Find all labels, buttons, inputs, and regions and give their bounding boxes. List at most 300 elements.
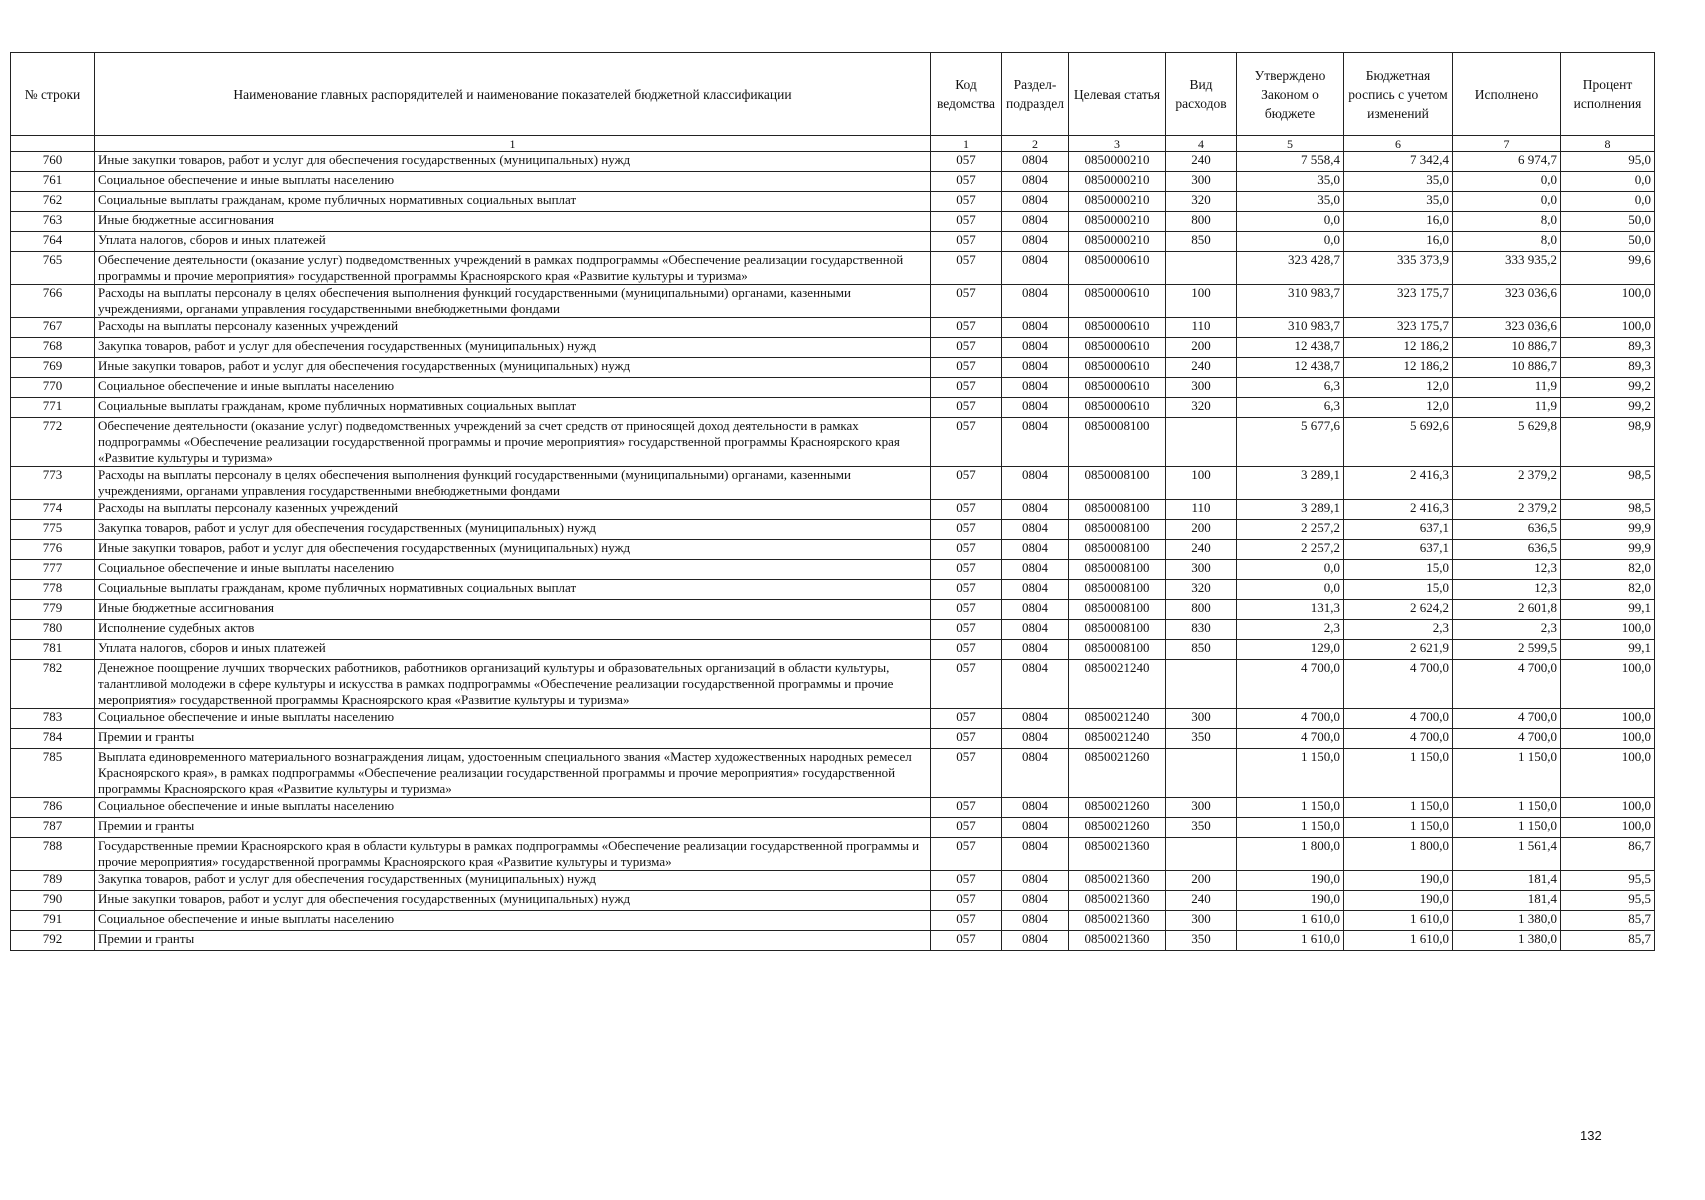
- row-revised-cell: 1 150,0: [1344, 798, 1453, 818]
- table-row: [11, 152, 1655, 172]
- row-section-cell: 0804: [1002, 318, 1069, 338]
- row-approved-cell: 3 289,1: [1237, 467, 1344, 500]
- row-exp-type-cell: [1166, 838, 1237, 871]
- row-number-cell: 776: [11, 540, 95, 560]
- row-percent-cell: 86,7: [1561, 838, 1655, 871]
- row-number-cell: 778: [11, 580, 95, 600]
- row-name-cell: Иные бюджетные ассигнования: [95, 600, 931, 620]
- row-target-cell: 0850000610: [1069, 358, 1166, 378]
- row-executed-cell: 323 036,6: [1453, 285, 1561, 318]
- row-executed-cell: 181,4: [1453, 891, 1561, 911]
- row-name-cell: Социальные выплаты гражданам, кроме публичных нормативных социальных выплат: [95, 580, 931, 600]
- row-executed-cell: 6 974,7: [1453, 152, 1561, 172]
- row-name-cell: Государственные премии Красноярского края в области культуры в рамках подпрограммы «Обеспечение реализации государственной программы и прочие мероприятия» государственной программы Красноярского края «Развитие культуры и туризма»: [95, 838, 931, 871]
- row-percent-cell: 98,5: [1561, 500, 1655, 520]
- row-section-cell: 0804: [1002, 891, 1069, 911]
- row-number-cell: 767: [11, 318, 95, 338]
- row-approved-cell: 190,0: [1237, 871, 1344, 891]
- row-approved-cell: 1 150,0: [1237, 798, 1344, 818]
- row-revised-cell: 1 150,0: [1344, 818, 1453, 838]
- row-percent-cell: 89,3: [1561, 338, 1655, 358]
- row-percent-cell: 100,0: [1561, 729, 1655, 749]
- row-number-cell: 764: [11, 232, 95, 252]
- table-row: [11, 192, 1655, 212]
- table-row: [11, 520, 1655, 540]
- row-percent-cell: 100,0: [1561, 285, 1655, 318]
- row-dept-code-cell: 057: [931, 891, 1002, 911]
- row-target-cell: 0850000210: [1069, 212, 1166, 232]
- row-revised-cell: 12 186,2: [1344, 358, 1453, 378]
- row-dept-code-cell: 057: [931, 818, 1002, 838]
- header-section: Раздел-подраздел: [1002, 53, 1069, 136]
- row-executed-cell: 323 036,6: [1453, 318, 1561, 338]
- row-target-cell: 0850000610: [1069, 252, 1166, 285]
- table-header: [11, 53, 1655, 152]
- table-row: [11, 729, 1655, 749]
- row-number-cell: 772: [11, 418, 95, 467]
- row-approved-cell: 0,0: [1237, 580, 1344, 600]
- row-percent-cell: 50,0: [1561, 212, 1655, 232]
- row-executed-cell: 12,3: [1453, 580, 1561, 600]
- row-number-cell: 762: [11, 192, 95, 212]
- row-approved-cell: 190,0: [1237, 891, 1344, 911]
- row-name-cell: Обеспечение деятельности (оказание услуг) подведомственных учреждений за счет средств от приносящей доход деятельности в рамках подпрограммы «Обеспечение реализации государственной программы и прочие мероприятия» государственной программы Красноярского края «Развитие культуры и туризма»: [95, 418, 931, 467]
- row-revised-cell: 2 416,3: [1344, 500, 1453, 520]
- row-executed-cell: 10 886,7: [1453, 338, 1561, 358]
- row-target-cell: 0850021360: [1069, 911, 1166, 931]
- row-section-cell: 0804: [1002, 818, 1069, 838]
- row-exp-type-cell: 830: [1166, 620, 1237, 640]
- table-row: [11, 285, 1655, 318]
- row-revised-cell: 7 342,4: [1344, 152, 1453, 172]
- row-name-cell: Расходы на выплаты персоналу казенных учреждений: [95, 500, 931, 520]
- row-approved-cell: 1 610,0: [1237, 931, 1344, 951]
- row-approved-cell: 35,0: [1237, 192, 1344, 212]
- row-revised-cell: 323 175,7: [1344, 285, 1453, 318]
- row-revised-cell: 15,0: [1344, 560, 1453, 580]
- row-approved-cell: 1 150,0: [1237, 749, 1344, 798]
- row-number-cell: 784: [11, 729, 95, 749]
- row-name-cell: Социальное обеспечение и иные выплаты населению: [95, 172, 931, 192]
- table-row: [11, 931, 1655, 951]
- row-executed-cell: 2 379,2: [1453, 467, 1561, 500]
- row-dept-code-cell: 057: [931, 152, 1002, 172]
- table-row: [11, 398, 1655, 418]
- row-target-cell: 0850008100: [1069, 540, 1166, 560]
- row-percent-cell: 99,1: [1561, 600, 1655, 620]
- row-number-cell: 760: [11, 152, 95, 172]
- row-revised-cell: 35,0: [1344, 192, 1453, 212]
- row-target-cell: 0850021360: [1069, 871, 1166, 891]
- column-number-cell: 7: [1453, 136, 1561, 152]
- row-percent-cell: 99,2: [1561, 378, 1655, 398]
- table-row: [11, 212, 1655, 232]
- row-executed-cell: 0,0: [1453, 172, 1561, 192]
- row-executed-cell: 5 629,8: [1453, 418, 1561, 467]
- row-revised-cell: 4 700,0: [1344, 729, 1453, 749]
- row-target-cell: 0850008100: [1069, 467, 1166, 500]
- row-dept-code-cell: 057: [931, 500, 1002, 520]
- row-dept-code-cell: 057: [931, 285, 1002, 318]
- row-exp-type-cell: 800: [1166, 212, 1237, 232]
- row-exp-type-cell: [1166, 252, 1237, 285]
- row-section-cell: 0804: [1002, 398, 1069, 418]
- row-percent-cell: 100,0: [1561, 709, 1655, 729]
- row-exp-type-cell: 350: [1166, 931, 1237, 951]
- row-number-cell: 788: [11, 838, 95, 871]
- row-approved-cell: 310 983,7: [1237, 318, 1344, 338]
- row-revised-cell: 637,1: [1344, 540, 1453, 560]
- header-exp-type: Вид расходов: [1166, 53, 1237, 136]
- row-approved-cell: 1 150,0: [1237, 818, 1344, 838]
- row-number-cell: 768: [11, 338, 95, 358]
- row-approved-cell: 323 428,7: [1237, 252, 1344, 285]
- row-percent-cell: 98,9: [1561, 418, 1655, 467]
- row-revised-cell: 5 692,6: [1344, 418, 1453, 467]
- row-section-cell: 0804: [1002, 358, 1069, 378]
- row-exp-type-cell: 100: [1166, 285, 1237, 318]
- row-section-cell: 0804: [1002, 378, 1069, 398]
- row-exp-type-cell: 200: [1166, 520, 1237, 540]
- header-executed: Исполнено: [1453, 53, 1561, 136]
- row-exp-type-cell: 240: [1166, 540, 1237, 560]
- row-target-cell: 0850000610: [1069, 318, 1166, 338]
- row-revised-cell: 12 186,2: [1344, 338, 1453, 358]
- row-executed-cell: 2 601,8: [1453, 600, 1561, 620]
- row-section-cell: 0804: [1002, 152, 1069, 172]
- row-dept-code-cell: 057: [931, 838, 1002, 871]
- row-dept-code-cell: 057: [931, 798, 1002, 818]
- row-section-cell: 0804: [1002, 838, 1069, 871]
- row-dept-code-cell: 057: [931, 729, 1002, 749]
- row-target-cell: 0850021240: [1069, 729, 1166, 749]
- row-approved-cell: 2 257,2: [1237, 540, 1344, 560]
- row-section-cell: 0804: [1002, 500, 1069, 520]
- row-target-cell: 0850000610: [1069, 378, 1166, 398]
- row-dept-code-cell: 057: [931, 660, 1002, 709]
- row-dept-code-cell: 057: [931, 318, 1002, 338]
- row-exp-type-cell: 300: [1166, 709, 1237, 729]
- row-dept-code-cell: 057: [931, 212, 1002, 232]
- row-target-cell: 0850021360: [1069, 931, 1166, 951]
- row-percent-cell: 99,1: [1561, 640, 1655, 660]
- row-percent-cell: 99,2: [1561, 398, 1655, 418]
- row-name-cell: Иные закупки товаров, работ и услуг для обеспечения государственных (муниципальных) нужд: [95, 891, 931, 911]
- row-dept-code-cell: 057: [931, 709, 1002, 729]
- column-number-cell: 1: [931, 136, 1002, 152]
- row-target-cell: 0850021260: [1069, 798, 1166, 818]
- row-executed-cell: 1 380,0: [1453, 911, 1561, 931]
- row-approved-cell: 6,3: [1237, 378, 1344, 398]
- row-percent-cell: 100,0: [1561, 818, 1655, 838]
- row-section-cell: 0804: [1002, 172, 1069, 192]
- row-section-cell: 0804: [1002, 798, 1069, 818]
- row-dept-code-cell: 057: [931, 749, 1002, 798]
- row-exp-type-cell: [1166, 660, 1237, 709]
- row-name-cell: Уплата налогов, сборов и иных платежей: [95, 232, 931, 252]
- row-target-cell: 0850021360: [1069, 891, 1166, 911]
- row-revised-cell: 1 610,0: [1344, 911, 1453, 931]
- row-target-cell: 0850000610: [1069, 338, 1166, 358]
- row-revised-cell: 35,0: [1344, 172, 1453, 192]
- row-name-cell: Расходы на выплаты персоналу в целях обеспечения выполнения функций государственными (муниципальными) органами, казенными учреждениями, органами управления государственными внебюджетными фондами: [95, 467, 931, 500]
- table-row: [11, 560, 1655, 580]
- table-row: [11, 798, 1655, 818]
- row-section-cell: 0804: [1002, 640, 1069, 660]
- row-exp-type-cell: 850: [1166, 640, 1237, 660]
- row-approved-cell: 4 700,0: [1237, 729, 1344, 749]
- row-percent-cell: 95,5: [1561, 871, 1655, 891]
- row-dept-code-cell: 057: [931, 600, 1002, 620]
- row-approved-cell: 1 610,0: [1237, 911, 1344, 931]
- row-exp-type-cell: 320: [1166, 192, 1237, 212]
- row-revised-cell: 12,0: [1344, 398, 1453, 418]
- row-section-cell: 0804: [1002, 520, 1069, 540]
- column-number-cell: 6: [1344, 136, 1453, 152]
- row-approved-cell: 2,3: [1237, 620, 1344, 640]
- row-executed-cell: 11,9: [1453, 398, 1561, 418]
- row-revised-cell: 2 621,9: [1344, 640, 1453, 660]
- row-name-cell: Социальное обеспечение и иные выплаты населению: [95, 709, 931, 729]
- row-percent-cell: 98,5: [1561, 467, 1655, 500]
- row-executed-cell: 12,3: [1453, 560, 1561, 580]
- row-percent-cell: 0,0: [1561, 172, 1655, 192]
- row-name-cell: Выплата единовременного материального вознаграждения лицам, удостоенным специального звания «Мастер художественных народных ремесел Красноярского края», в рамках подпрограммы «Обеспечение реализации государственной программы и прочие мероприятия» государственной программы Красноярского края «Развитие культуры и туризма»: [95, 749, 931, 798]
- row-target-cell: 0850008100: [1069, 520, 1166, 540]
- row-target-cell: 0850008100: [1069, 600, 1166, 620]
- row-target-cell: 0850000210: [1069, 172, 1166, 192]
- row-dept-code-cell: 057: [931, 232, 1002, 252]
- row-revised-cell: 1 800,0: [1344, 838, 1453, 871]
- row-executed-cell: 2,3: [1453, 620, 1561, 640]
- row-exp-type-cell: 320: [1166, 580, 1237, 600]
- row-name-cell: Денежное поощрение лучших творческих работников, работников организаций культуры и образовательных организаций в области культуры, талантливой молодежи в сфере культуры и искусства в рамках подпрограммы «Обеспечение реализации государственной программы и прочие мероприятия» государственной программы Красноярского края «Развитие культуры и туризма»: [95, 660, 931, 709]
- table-row: [11, 252, 1655, 285]
- row-dept-code-cell: 057: [931, 192, 1002, 212]
- table-row: [11, 709, 1655, 729]
- table-row: [11, 838, 1655, 871]
- table-row: [11, 467, 1655, 500]
- header-revised: Бюджетная роспись с учетом изменений: [1344, 53, 1453, 136]
- row-section-cell: 0804: [1002, 620, 1069, 640]
- row-dept-code-cell: 057: [931, 580, 1002, 600]
- table-row: [11, 318, 1655, 338]
- row-approved-cell: 310 983,7: [1237, 285, 1344, 318]
- row-dept-code-cell: 057: [931, 540, 1002, 560]
- row-executed-cell: 4 700,0: [1453, 709, 1561, 729]
- row-number-cell: 773: [11, 467, 95, 500]
- row-section-cell: 0804: [1002, 729, 1069, 749]
- row-target-cell: 0850000610: [1069, 285, 1166, 318]
- row-dept-code-cell: 057: [931, 398, 1002, 418]
- table-row: [11, 911, 1655, 931]
- row-name-cell: Премии и гранты: [95, 729, 931, 749]
- row-target-cell: 0850008100: [1069, 620, 1166, 640]
- row-name-cell: Премии и гранты: [95, 818, 931, 838]
- row-number-cell: 790: [11, 891, 95, 911]
- row-section-cell: 0804: [1002, 192, 1069, 212]
- row-revised-cell: 323 175,7: [1344, 318, 1453, 338]
- header-target: Целевая статья: [1069, 53, 1166, 136]
- row-exp-type-cell: [1166, 418, 1237, 467]
- row-approved-cell: 12 438,7: [1237, 338, 1344, 358]
- row-executed-cell: 0,0: [1453, 192, 1561, 212]
- table-row: [11, 378, 1655, 398]
- row-dept-code-cell: 057: [931, 871, 1002, 891]
- row-dept-code-cell: 057: [931, 418, 1002, 467]
- row-executed-cell: 4 700,0: [1453, 729, 1561, 749]
- row-target-cell: 0850000210: [1069, 152, 1166, 172]
- row-approved-cell: 0,0: [1237, 560, 1344, 580]
- row-name-cell: Социальное обеспечение и иные выплаты населению: [95, 798, 931, 818]
- row-number-cell: 769: [11, 358, 95, 378]
- table-body: [11, 152, 1655, 951]
- table-row: [11, 620, 1655, 640]
- header-percent: Процент исполнения: [1561, 53, 1655, 136]
- row-revised-cell: 12,0: [1344, 378, 1453, 398]
- row-dept-code-cell: 057: [931, 172, 1002, 192]
- row-executed-cell: 636,5: [1453, 520, 1561, 540]
- row-approved-cell: 4 700,0: [1237, 709, 1344, 729]
- row-exp-type-cell: 110: [1166, 500, 1237, 520]
- row-target-cell: 0850008100: [1069, 418, 1166, 467]
- row-name-cell: Уплата налогов, сборов и иных платежей: [95, 640, 931, 660]
- table-row: [11, 749, 1655, 798]
- row-section-cell: 0804: [1002, 911, 1069, 931]
- table-row: [11, 338, 1655, 358]
- row-percent-cell: 100,0: [1561, 318, 1655, 338]
- row-number-cell: 789: [11, 871, 95, 891]
- row-target-cell: 0850008100: [1069, 640, 1166, 660]
- row-exp-type-cell: 240: [1166, 358, 1237, 378]
- table-row: [11, 600, 1655, 620]
- row-exp-type-cell: 200: [1166, 338, 1237, 358]
- table-row: [11, 660, 1655, 709]
- row-section-cell: 0804: [1002, 560, 1069, 580]
- row-executed-cell: 181,4: [1453, 871, 1561, 891]
- column-number-cell: 8: [1561, 136, 1655, 152]
- table-row: [11, 540, 1655, 560]
- row-section-cell: 0804: [1002, 749, 1069, 798]
- page-number: 132: [1580, 1128, 1602, 1143]
- row-percent-cell: 0,0: [1561, 192, 1655, 212]
- row-exp-type-cell: 300: [1166, 911, 1237, 931]
- row-name-cell: Социальные выплаты гражданам, кроме публичных нормативных социальных выплат: [95, 398, 931, 418]
- column-number-cell: [11, 136, 95, 152]
- row-section-cell: 0804: [1002, 709, 1069, 729]
- row-executed-cell: 1 150,0: [1453, 749, 1561, 798]
- row-percent-cell: 89,3: [1561, 358, 1655, 378]
- row-number-cell: 779: [11, 600, 95, 620]
- row-name-cell: Закупка товаров, работ и услуг для обеспечения государственных (муниципальных) нужд: [95, 871, 931, 891]
- row-approved-cell: 1 800,0: [1237, 838, 1344, 871]
- row-executed-cell: 1 150,0: [1453, 798, 1561, 818]
- header-row-no: № строки: [11, 53, 95, 136]
- row-name-cell: Расходы на выплаты персоналу в целях обеспечения выполнения функций государственными (муниципальными) органами, казенными учреждениями, органами управления государственными внебюджетными фондами: [95, 285, 931, 318]
- row-number-cell: 765: [11, 252, 95, 285]
- row-executed-cell: 1 561,4: [1453, 838, 1561, 871]
- row-exp-type-cell: 300: [1166, 378, 1237, 398]
- row-exp-type-cell: 800: [1166, 600, 1237, 620]
- row-name-cell: Иные закупки товаров, работ и услуг для обеспечения государственных (муниципальных) нужд: [95, 152, 931, 172]
- row-percent-cell: 99,6: [1561, 252, 1655, 285]
- row-section-cell: 0804: [1002, 338, 1069, 358]
- column-number-row: [11, 136, 1655, 152]
- row-section-cell: 0804: [1002, 252, 1069, 285]
- row-exp-type-cell: 200: [1166, 871, 1237, 891]
- row-exp-type-cell: 110: [1166, 318, 1237, 338]
- row-percent-cell: 99,9: [1561, 540, 1655, 560]
- row-number-cell: 781: [11, 640, 95, 660]
- row-number-cell: 774: [11, 500, 95, 520]
- row-dept-code-cell: 057: [931, 931, 1002, 951]
- header-name: Наименование главных распорядителей и наименование показателей бюджетной классификации: [95, 53, 931, 136]
- row-section-cell: 0804: [1002, 871, 1069, 891]
- row-executed-cell: 11,9: [1453, 378, 1561, 398]
- table-row: [11, 500, 1655, 520]
- row-name-cell: Обеспечение деятельности (оказание услуг) подведомственных учреждений в рамках подпрограммы «Обеспечение реализации государственной программы и прочие мероприятия» государственной программы Красноярского края «Развитие культуры и туризма»: [95, 252, 931, 285]
- row-percent-cell: 100,0: [1561, 798, 1655, 818]
- row-executed-cell: 8,0: [1453, 232, 1561, 252]
- row-number-cell: 775: [11, 520, 95, 540]
- row-revised-cell: 637,1: [1344, 520, 1453, 540]
- row-percent-cell: 99,9: [1561, 520, 1655, 540]
- row-exp-type-cell: 100: [1166, 467, 1237, 500]
- row-revised-cell: 2 416,3: [1344, 467, 1453, 500]
- row-number-cell: 770: [11, 378, 95, 398]
- row-target-cell: 0850008100: [1069, 580, 1166, 600]
- row-approved-cell: 0,0: [1237, 212, 1344, 232]
- row-percent-cell: 100,0: [1561, 620, 1655, 640]
- row-number-cell: 782: [11, 660, 95, 709]
- row-number-cell: 791: [11, 911, 95, 931]
- header-dept-code: Код ведомства: [931, 53, 1002, 136]
- row-dept-code-cell: 057: [931, 358, 1002, 378]
- row-percent-cell: 82,0: [1561, 560, 1655, 580]
- row-target-cell: 0850000210: [1069, 232, 1166, 252]
- row-name-cell: Социальное обеспечение и иные выплаты населению: [95, 911, 931, 931]
- row-name-cell: Расходы на выплаты персоналу казенных учреждений: [95, 318, 931, 338]
- row-exp-type-cell: 350: [1166, 729, 1237, 749]
- row-dept-code-cell: 057: [931, 640, 1002, 660]
- row-revised-cell: 190,0: [1344, 871, 1453, 891]
- column-number-cell: 4: [1166, 136, 1237, 152]
- row-approved-cell: 35,0: [1237, 172, 1344, 192]
- row-revised-cell: 2 624,2: [1344, 600, 1453, 620]
- row-percent-cell: 50,0: [1561, 232, 1655, 252]
- row-name-cell: Иные закупки товаров, работ и услуг для обеспечения государственных (муниципальных) нужд: [95, 540, 931, 560]
- column-number-cell: 2: [1002, 136, 1069, 152]
- row-section-cell: 0804: [1002, 212, 1069, 232]
- row-section-cell: 0804: [1002, 467, 1069, 500]
- row-number-cell: 792: [11, 931, 95, 951]
- row-exp-type-cell: 320: [1166, 398, 1237, 418]
- row-exp-type-cell: 240: [1166, 152, 1237, 172]
- row-dept-code-cell: 057: [931, 520, 1002, 540]
- column-number-cell: 5: [1237, 136, 1344, 152]
- row-dept-code-cell: 057: [931, 620, 1002, 640]
- row-revised-cell: 4 700,0: [1344, 709, 1453, 729]
- row-target-cell: 0850021260: [1069, 749, 1166, 798]
- row-approved-cell: 12 438,7: [1237, 358, 1344, 378]
- row-name-cell: Исполнение судебных актов: [95, 620, 931, 640]
- row-exp-type-cell: 300: [1166, 798, 1237, 818]
- row-exp-type-cell: 300: [1166, 560, 1237, 580]
- row-percent-cell: 95,0: [1561, 152, 1655, 172]
- row-target-cell: 0850021240: [1069, 709, 1166, 729]
- table-row: [11, 232, 1655, 252]
- row-executed-cell: 2 599,5: [1453, 640, 1561, 660]
